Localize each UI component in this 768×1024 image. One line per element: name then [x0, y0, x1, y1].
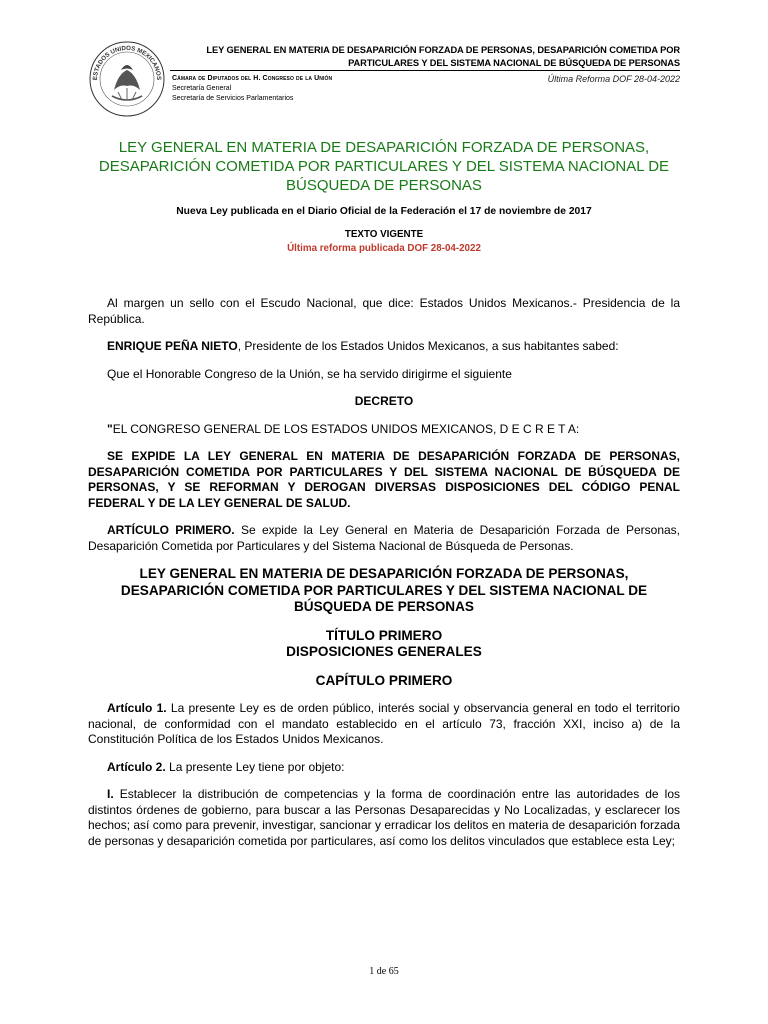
titulo-heading: TÍTULO PRIMERO DISPOSICIONES GENERALES	[286, 627, 482, 659]
status-block	[88, 228, 680, 256]
camara-name: Cámara de Diputados del H. Congreso de la Unión	[172, 75, 333, 82]
publication-note: Nueva Ley publicada en el Diario Oficial de la Federación el 17 de noviembre de 2017	[176, 206, 592, 217]
header-rule	[170, 70, 680, 71]
running-header-title: LEY GENERAL EN MATERIA DE DESAPARICIÓN FORZADA DE PERSONAS, DESAPARICIÓN COMETIDA POR PARTICULARES Y DEL SISTEMA NACIONAL DE BÚSQUEDA DE PERSONAS	[206, 45, 680, 68]
paragraph-presidente: ENRIQUE PEÑA NIETO, Presidente de los Estados Unidos Mexicanos, a sus habitantes sabed:	[107, 339, 619, 353]
paragraph-articulo-primero: ARTÍCULO PRIMERO. Se expide la Ley General en Materia de Desaparición Forzada de Personas, Desaparición Cometida por Particulares y del Sistema Nacional de Búsqueda de Personas.	[88, 523, 680, 553]
fraccion-1: I. Establecer la distribución de competencias y la forma de coordinación entre las autoridades de los distintos órdenes de gobierno, para buscar a las Personas Desaparecidas y No Localizadas, y esclarecer los hechos; así como para prevenir, investigar, sancionar y erradicar los delitos en materia de desaparición forzada de personas y desaparición cometida por particulares, así como los delitos vinculados que establece esta Ley;	[88, 787, 680, 848]
articulo-1: Artículo 1. La presente Ley es de orden público, interés social y observancia general en todo el territorio nacional, de conformidad con el mandato establecido en el artículo 73, fracción XXI, inciso a) de la Constitución Política de los Estados Unidos Mexicanos.	[88, 701, 680, 746]
issuer-block	[172, 74, 332, 104]
paragraph-sello: Al margen un sello con el Escudo Nacional, que dice: Estados Unidos Mexicanos.- Presidencia de la República.	[88, 296, 680, 326]
law-title: LEY GENERAL EN MATERIA DE DESAPARICIÓN FORZADA DE PERSONAS, DESAPARICIÓN COMETIDA POR PARTICULARES Y DEL SISTEMA NACIONAL DE BÚSQUEDA DE PERSONAS	[98, 139, 670, 194]
secretaria-general: Secretaría General	[172, 85, 232, 92]
svg-text:ESTADOS UNIDOS MEXICANOS: ESTADOS UNIDOS MEXICANOS	[91, 44, 163, 81]
articulo-2: Artículo 2. La presente Ley tiene por objeto:	[107, 759, 345, 774]
paragraph-se-expide: SE EXPIDE LA LEY GENERAL EN MATERIA DE DESAPARICIÓN FORZADA DE PERSONAS, DESAPARICIÓN COMETIDA POR PARTICULARES Y DEL SISTEMA NACIONAL DE BÚSQUEDA DE PERSONAS, Y SE REFORMAN Y DEROGAN DIVERSAS DISPOSICIONES DEL CÓDIGO PENAL FEDERAL Y DE LA LEY GENERAL DE SALUD.	[88, 449, 680, 510]
page-number: 1 de 65	[369, 966, 399, 977]
texto-vigente-label: TEXTO VIGENTE	[344, 229, 424, 240]
header-ultima-reforma: Última Reforma DOF 28-04-2022	[547, 74, 680, 84]
escudo-nacional-seal-icon	[88, 40, 166, 118]
decreto-heading: DECRETO	[354, 394, 414, 408]
document-body	[88, 296, 680, 849]
law-heading: LEY GENERAL EN MATERIA DE DESAPARICIÓN FORZADA DE PERSONAS, DESAPARICIÓN COMETIDA POR PARTICULARES Y DEL SISTEMA NACIONAL DE BÚSQUEDA DE PERSONAS	[120, 566, 648, 614]
paragraph-decreta: "EL CONGRESO GENERAL DE LOS ESTADOS UNIDOS MEXICANOS, D E C R E T A:	[107, 421, 580, 436]
capitulo-heading: CAPÍTULO PRIMERO	[315, 672, 453, 688]
ultima-reforma-label: Última reforma publicada DOF 28-04-2022	[287, 243, 481, 254]
secretaria-servicios: Secretaría de Servicios Parlamentarios	[172, 95, 294, 102]
paragraph-congreso: Que el Honorable Congreso de la Unión, se ha servido dirigirme el siguiente	[107, 366, 512, 381]
